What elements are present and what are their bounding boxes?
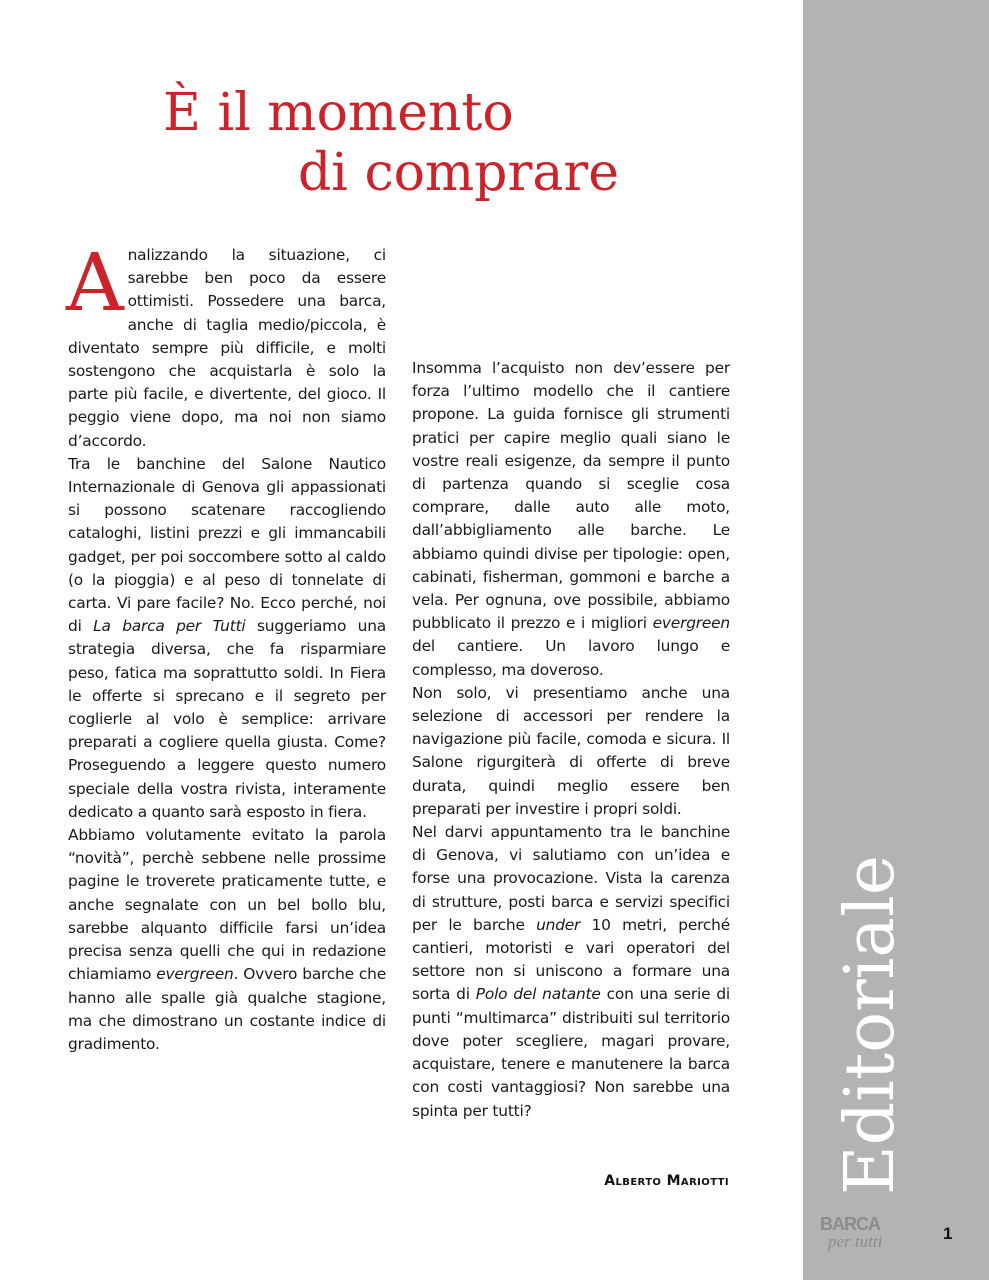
article-column-1 [66,236,386,1056]
paragraph [412,357,730,682]
paragraph-text: Non solo, vi presentiamo anche una selezione di accessori per rendere la navigazione più facile, comoda e sicura. Il Salone rigurgiterà di offerte di breve durata, quindi meglio essere ben preparati per investire i propri soldi. [412,683,730,818]
title-line2: di comprare [298,143,619,203]
section-label: Editoriale [831,855,910,1195]
paragraph [412,682,730,821]
author-signature: Alberto Mariotti [604,1173,729,1189]
paragraph-text: suggeriamo una strategia diversa, che fa risparmiare peso, fatica ma soprattutto soldi. In Fiera le offerte si sprecano e il segreto per coglierle al volo è semplice: arrivare preparati a cogliere quella giusta. Come? Proseguendo a leggere questo numero speciale della vostra rivista, interamente dedicato a quanto sarà esposto in fiera. [68,617,386,821]
magazine-name: La barca per Tutti [93,617,246,636]
drop-cap: A [66,236,124,329]
paragraph-text: del cantiere. Un lavoro lungo e complesso, ma doveroso. [412,637,730,679]
paragraph-text: con una serie di punti “multimarca” distribuiti sul territorio dove poter scegliere, magari provare, acquistare, tenere e manutenere la barca con costi vantaggiosi? Non sarebbe una spinta per tutti? [412,985,730,1120]
paragraph-text: Insomma l’acquisto non dev’essere per forza l’ultimo modello che il cantiere propone. La guida fornisce gli strumenti pratici per capire meglio quali siano le vostre reali esigenze, da sempre il punto di partenza quando si sceglie cosa comprare, dalle auto alle moto, dall’abbigliamento alle barche. Le abbiamo quindi divise per tipologie: open, cabinati, fisherman, gommoni e barche a vela. Per ognuna, ove possibile, abbiamo pubblicato il prezzo e i migliori [412,359,730,633]
paragraph-text: Abbiamo volutamente evitato la parola “novità”, perchè sebbene nelle prossime pagine le troverete praticamente tutte, e anche segnalate con un bel bollo blu, sarebbe alquanto difficile farsi un’idea precisa senza quelli che qui in redazione chiamiamo [68,826,386,984]
paragraph-text: 10 metri, perché cantieri, motoristi e vari operatori del settore non si uniscono a formare una sorta di [412,915,730,1004]
paragraph [66,236,386,453]
page-number: 1 [943,1224,953,1243]
emphasis: Polo del natante [475,985,601,1004]
paragraph-text: Tra le banchine del Salone Nautico Internazionale di Genova gli appassionati si possono scatenare raccogliendo cataloghi, listini prezzi e gli immancabili gadget, per poi soccombere sotto al caldo (o la pioggia) e al peso di tonnelate di carta. Vi pare facile? No. Ecco perché, noi di [68,454,386,636]
paragraph-text: . Ovvero barche che hanno alle spalle già qualche stagione, ma che dimostrano un costante indice di gradimento. [68,965,386,1053]
paragraph-text: Nel darvi appuntamento tra le banchine di Genova, vi salutiamo con un’idea e forse una provocazione. Vista la carenza di strutture, posti barca e servizi specifici per le barche [412,823,730,934]
emphasis: evergreen [652,614,730,633]
paragraph [412,821,730,1123]
logo-line1: BARCA [820,1214,880,1234]
article-column-2 [412,357,730,1123]
emphasis: evergreen [156,965,234,984]
paragraph [68,824,386,1056]
title-line1: È il momento [163,83,514,143]
paragraph [68,453,386,824]
logo-line2: per tutti [828,1232,883,1251]
article-title [0,83,803,203]
magazine-logo [820,1215,900,1257]
paragraph-text: nalizzando la situazione, ci sarebbe ben poco da essere ottimisti. Possedere una barca, anche di taglia medio/piccola, è diventato sempre più difficile, e molti sostengono che acquistarla è solo la parte più facile, e divertente, del gioco. Il peggio viene dopo, ma noi non siamo d’accordo. [68,246,386,450]
emphasis: under [536,915,581,934]
